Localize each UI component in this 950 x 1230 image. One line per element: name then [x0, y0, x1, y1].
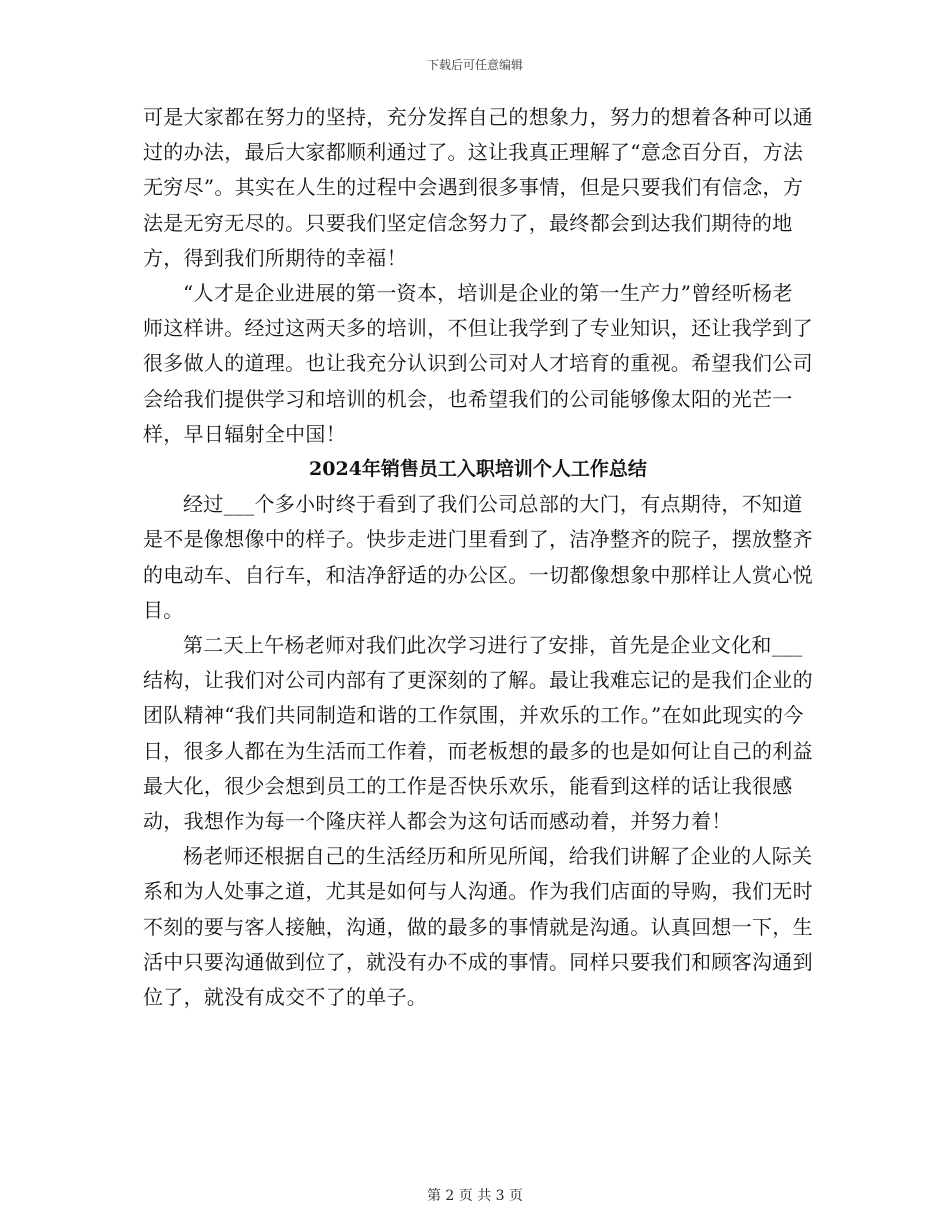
document-body	[143, 100, 813, 1015]
paragraph-1: 可是大家都在努力的坚持，充分发挥自己的想象力，努力的想着各种可以通过的办法，最后大家都顺利通过了。这让我真正理解了“意念百分百，方法无穷尽”。其实在人生的过程中会遇到很多事情，但是只要我们有信念，方法是无穷无尽的。只要我们坚定信念努力了，最终都会到达我们期待的地方，得到我们所期待的幸福！	[143, 105, 813, 270]
page-footer: 第 2 页 共 3 页	[426, 1188, 524, 1204]
paragraph-4: 第二天上午杨老师对我们此次学习进行了安排，首先是企业文化和___结构，让我们对公司内部有了更深刻的了解。最让我难忘记的是我们企业的团队精神“我们共同制造和谐的工作氛围，并欢乐的工作。”在如此现实的今日，很多人都在为生活而工作着，而老板想的最多的也是如何让自己的利益最大化，很少会想到员工的工作是否快乐欢乐，能看到这样的话让我很感动，我想作为每一个隆庆祥人都会为这句话而感动着，并努力着！	[143, 633, 813, 834]
paragraph-3: 经过___个多小时终于看到了我们公司总部的大门，有点期待，不知道是不是像想像中的样子。快步走进门里看到了，洁净整齐的院子，摆放整齐的电动车、自行车，和洁净舒适的办公区。一切都像想象中那样让人赏心悦目。	[143, 492, 813, 622]
section-heading: 2024年销售员工入职培训个人工作总结	[309, 458, 647, 481]
paragraph-2: “人才是企业进展的第一资本，培训是企业的第一生产力”曾经听杨老师这样讲。经过这两天多的培训，不但让我学到了专业知识，还让我学到了很多做人的道理。也让我充分认识到公司对人才培育的重视。希望我们公司会给我们提供学习和培训的机会，也希望我们的公司能够像太阳的光芒一样，早日辐射全中国！	[143, 281, 813, 446]
paragraph-5: 杨老师还根据自己的生活经历和所见所闻，给我们讲解了企业的人际关系和为人处事之道，尤其是如何与人沟通。作为我们店面的导购，我们无时不刻的要与客人接触，沟通，做的最多的事情就是沟通。认真回想一下，生活中只要沟通做到位了，就没有办不成的事情。同样只要我们和顾客沟通到位了，就没有成交不了的单子。	[143, 844, 813, 1010]
page-header: 下载后可任意编辑	[426, 58, 523, 72]
